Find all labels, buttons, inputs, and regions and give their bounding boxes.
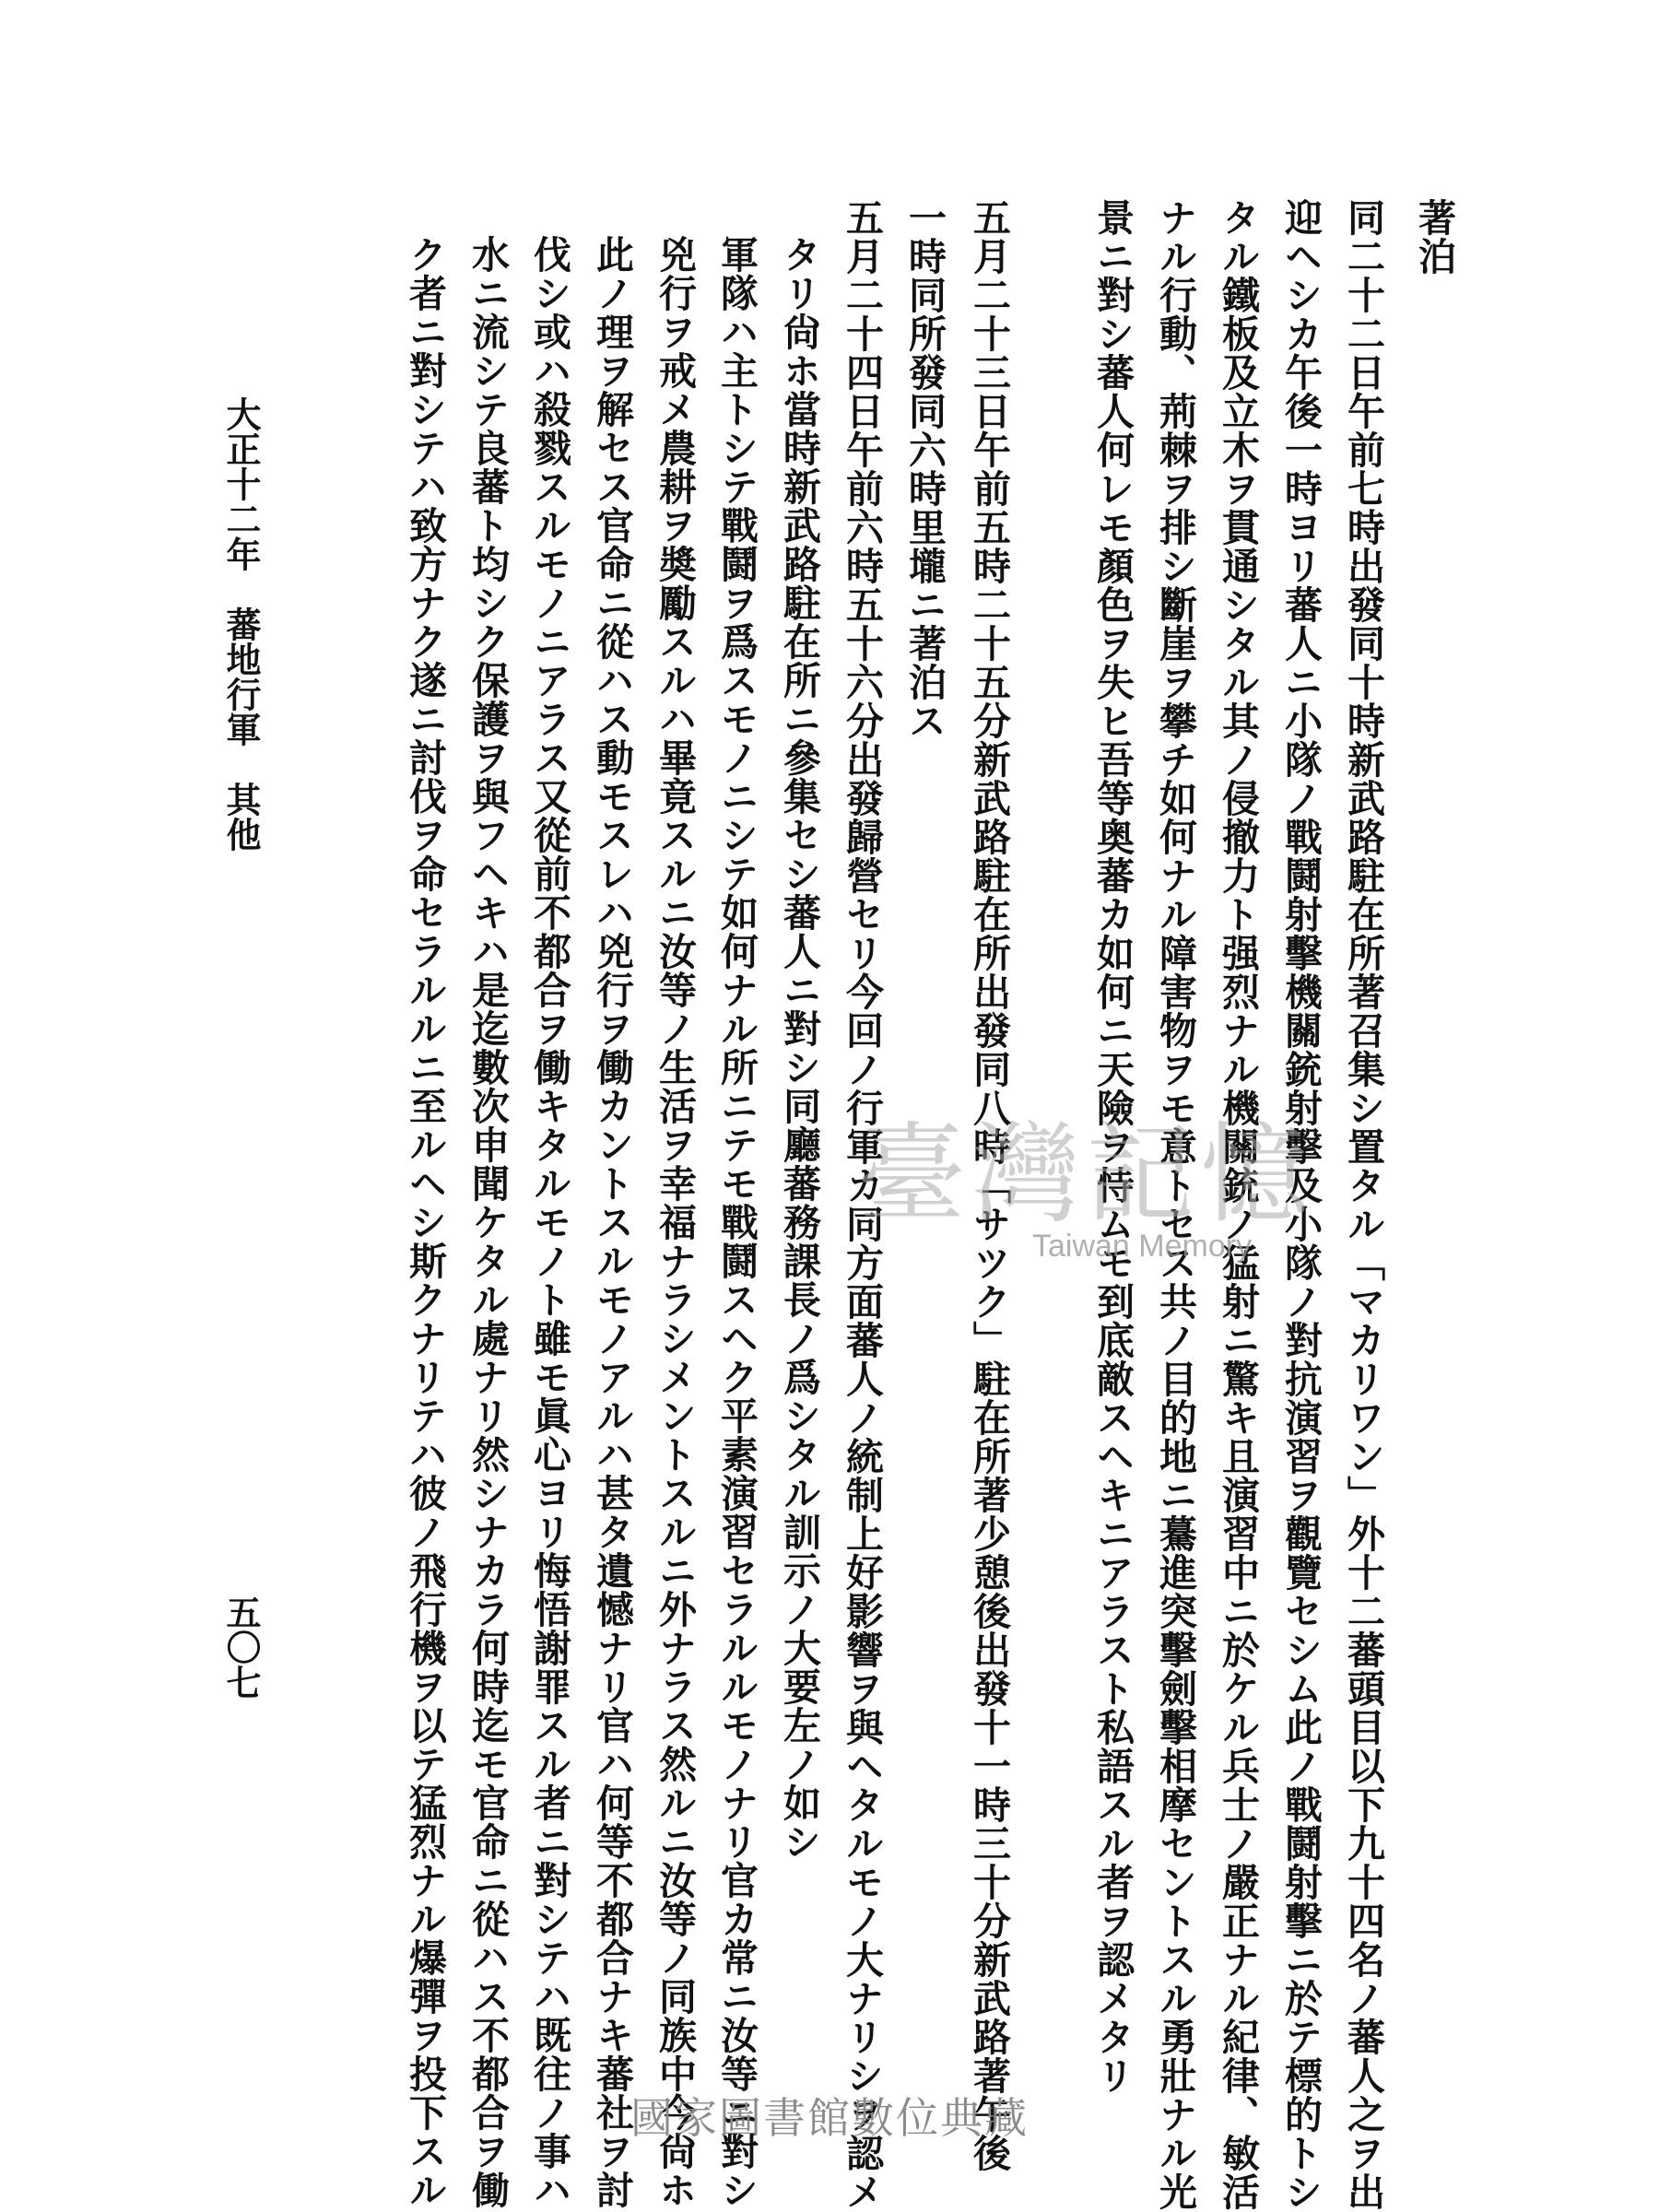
text-column-7: 五月二十三日午前五時二十五分新武路駐在所出發同八時「サツク」駐在所著少憩後出發十一時三十分新武路著午後 xyxy=(967,198,1011,2172)
watermark-subtitle: Taiwan Memory xyxy=(1032,1229,1253,1264)
text-column-10: タリ尙ホ當時新武路駐在所ニ參集セシ蕃人ニ對シ同廳蕃務課長ノ爲シタル訓示ノ大要左ノ如シ xyxy=(777,235,821,1861)
text-column-4: タル鐵板及立木ヲ貫通シタル其ノ侵撤力ト强烈ナル機關銃ノ猛射ニ驚キ且演習中ニ於ケル兵士ノ嚴正ナル紀律、敏活 xyxy=(1216,198,1260,2211)
library-credit: 國家圖書館數位典藏 xyxy=(630,2093,1029,2143)
text-column-11: 軍隊ハ主トシテ戰鬪ヲ爲スモノニシテ如何ナル所ニテモ戰鬪スヘク平素演習セラルルモノナリ官カ常ニ汝等ニ對シ xyxy=(714,235,759,2209)
text-column-13: 此ノ理ヲ解セス官命ニ從ハス動モスレハ兇行ヲ働カントスルモノアルハ甚タ遺憾ナリ官ハ何等不都合ナキ蕃社ヲ討 xyxy=(590,235,634,2209)
watermark-title: 臺灣記憶 xyxy=(857,1111,1315,1238)
text-column-14: 伐シ或ハ殺戮スルモノニアラス又從前不都合ヲ働キタルモノト雖モ眞心ヨリ悔悟謝罪スル者ニ對シテハ既往ノ事ハ xyxy=(527,235,571,2209)
running-footer: 大正十二年 蕃地行軍 其他 xyxy=(220,396,262,852)
text-column-9: 五月二十四日午前六時五十六分出發歸營セリ今回ノ行軍カ同方面蕃人ノ統制上好影響ヲ與ヘタルモノ大ナリシヲ認メ xyxy=(840,198,884,2211)
text-column-2: 同二十二日午前七時出發同十時新武路駐在所著召集シ置タル「マカリワン」外十二蕃頭目以下九十四名ノ蕃人之ヲ出 xyxy=(1341,198,1385,2211)
text-column-6: 景ニ對シ蕃人何レモ顏色ヲ失ヒ吾等奥蕃カ如何ニ天險ヲ恃ムモ到底敵スヘキニアラスト私語スル者ヲ認メタリ xyxy=(1090,198,1135,2095)
text-column-16: ク者ニ對シテハ致方ナク遂ニ討伐ヲ命セラルルニ至ルヘシ斯クナリテハ彼ノ飛行機ヲ以テ猛烈ナル爆彈ヲ投下スル xyxy=(403,235,447,2209)
text-column-8: 一時同所發同六時里壠ニ著泊ス xyxy=(902,198,947,740)
text-column-5: ナル行動、荊棘ヲ排シ斷崖ヲ攀チ如何ナル障害物ヲモ意トセス共ノ目的地ニ驀進突擊劍擊相摩セントスル勇壯ナル光 xyxy=(1153,198,1197,2211)
text-column-12: 兇行ヲ戒メ農耕ヲ奬勵スルハ畢竟スルニ汝等ノ生活ヲ幸福ナラシメントスルニ外ナラス然ルニ汝等ノ同族中今尙ホ xyxy=(653,235,697,2209)
text-column-1: 著泊 xyxy=(1412,198,1456,276)
text-column-15: 水ニ流シテ良蕃ト均シク保護ヲ與フヘキハ是迄數次申聞ケタル處ナリ然シナカラ何時迄モ官命ニ從ハス不都合ヲ働 xyxy=(465,235,510,2209)
text-column-3: 迎ヘシカ午後一時ヨリ蕃人ニ小隊ノ戰鬪射擊機關銃射擊及小隊ノ對抗演習ヲ觀覽セシム此ノ戰鬪射擊ニ於テ標的トシ xyxy=(1278,198,1323,2211)
page-number: 五〇七 xyxy=(220,1594,262,1700)
